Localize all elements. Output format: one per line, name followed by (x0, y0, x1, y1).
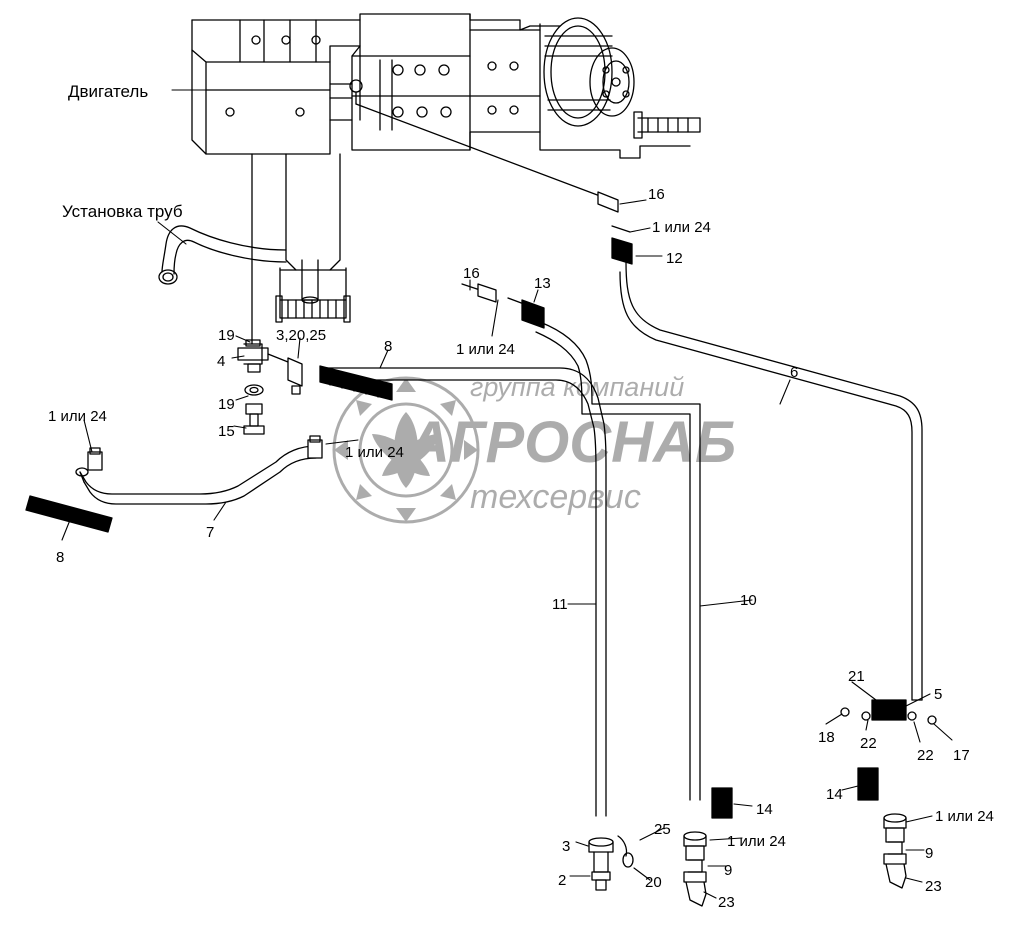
callout-1or24-a: 1 или 24 (652, 219, 711, 236)
pipe-7 (76, 446, 316, 504)
bottom-fitting-left (589, 836, 633, 890)
callout-12: 12 (666, 250, 683, 267)
svg-text:техсервис: техсервис (470, 478, 641, 516)
callout-2: 2 (558, 872, 567, 889)
callout-20: 20 (645, 874, 662, 891)
callout-16a: 16 (648, 186, 665, 203)
callout-11: 11 (552, 596, 568, 613)
callout-23a: 23 (718, 894, 735, 911)
callout-1or24-c: 1 или 24 (48, 408, 107, 425)
callout-5: 5 (934, 686, 943, 703)
fitting-1or24-mid (308, 436, 322, 458)
pipe-10 (462, 284, 700, 800)
callout-6: 6 (790, 364, 799, 381)
callout-4: 4 (217, 353, 226, 370)
callout-7: 7 (206, 524, 215, 541)
hose-8-lower (26, 496, 112, 532)
callout-14a: 14 (826, 786, 843, 803)
callout-1or24-b: 1 или 24 (456, 341, 515, 358)
pipe-6 (620, 262, 922, 700)
callout-pipes: Установка труб (62, 202, 183, 221)
callout-22a: 22 (860, 735, 877, 752)
callout-25: 25 (654, 821, 671, 838)
callout-1or24-f: 1 или 24 (727, 833, 786, 850)
fitting-1or24-left (88, 448, 102, 470)
callout-21: 21 (848, 668, 865, 685)
callout-10: 10 (740, 592, 757, 609)
callout-8b: 8 (56, 549, 65, 566)
svg-text:группа компаний: группа компаний (470, 372, 685, 402)
callout-3-20-25: 3,20,25 (276, 327, 327, 344)
hose-14-right (858, 768, 878, 800)
callout-15: 15 (218, 423, 235, 440)
hose-14-mid (712, 788, 732, 818)
svg-text:АГРОСНАБ: АГРОСНАБ (408, 410, 737, 475)
callout-16b: 16 (463, 265, 480, 282)
callout-19b: 19 (218, 396, 235, 413)
callout-9b: 9 (925, 845, 934, 862)
junction-assembly (238, 154, 302, 434)
hose-left (159, 226, 286, 284)
callout-17: 17 (953, 747, 970, 764)
callout-3: 3 (562, 838, 571, 855)
callout-19a: 19 (218, 327, 235, 344)
callout-22b: 22 (917, 747, 934, 764)
callout-13: 13 (534, 275, 551, 292)
callout-8a: 8 (384, 338, 393, 355)
callout-1or24-e: 1 или 24 (935, 808, 994, 825)
callout-23b: 23 (925, 878, 942, 895)
engine-assembly (192, 14, 700, 322)
callout-14b: 14 (756, 801, 773, 818)
pipe-11 (324, 368, 606, 816)
callout-18: 18 (818, 729, 835, 746)
callout-engine: Двигатель (68, 82, 149, 101)
clamp-group (841, 700, 936, 724)
bottom-fitting-mid (684, 832, 706, 906)
bottom-fitting-right (884, 814, 906, 888)
callout-1or24-d: 1 или 24 (345, 444, 404, 461)
callout-9a: 9 (724, 862, 733, 879)
hose-8-upper (320, 366, 392, 400)
pipe-12 (356, 104, 632, 264)
